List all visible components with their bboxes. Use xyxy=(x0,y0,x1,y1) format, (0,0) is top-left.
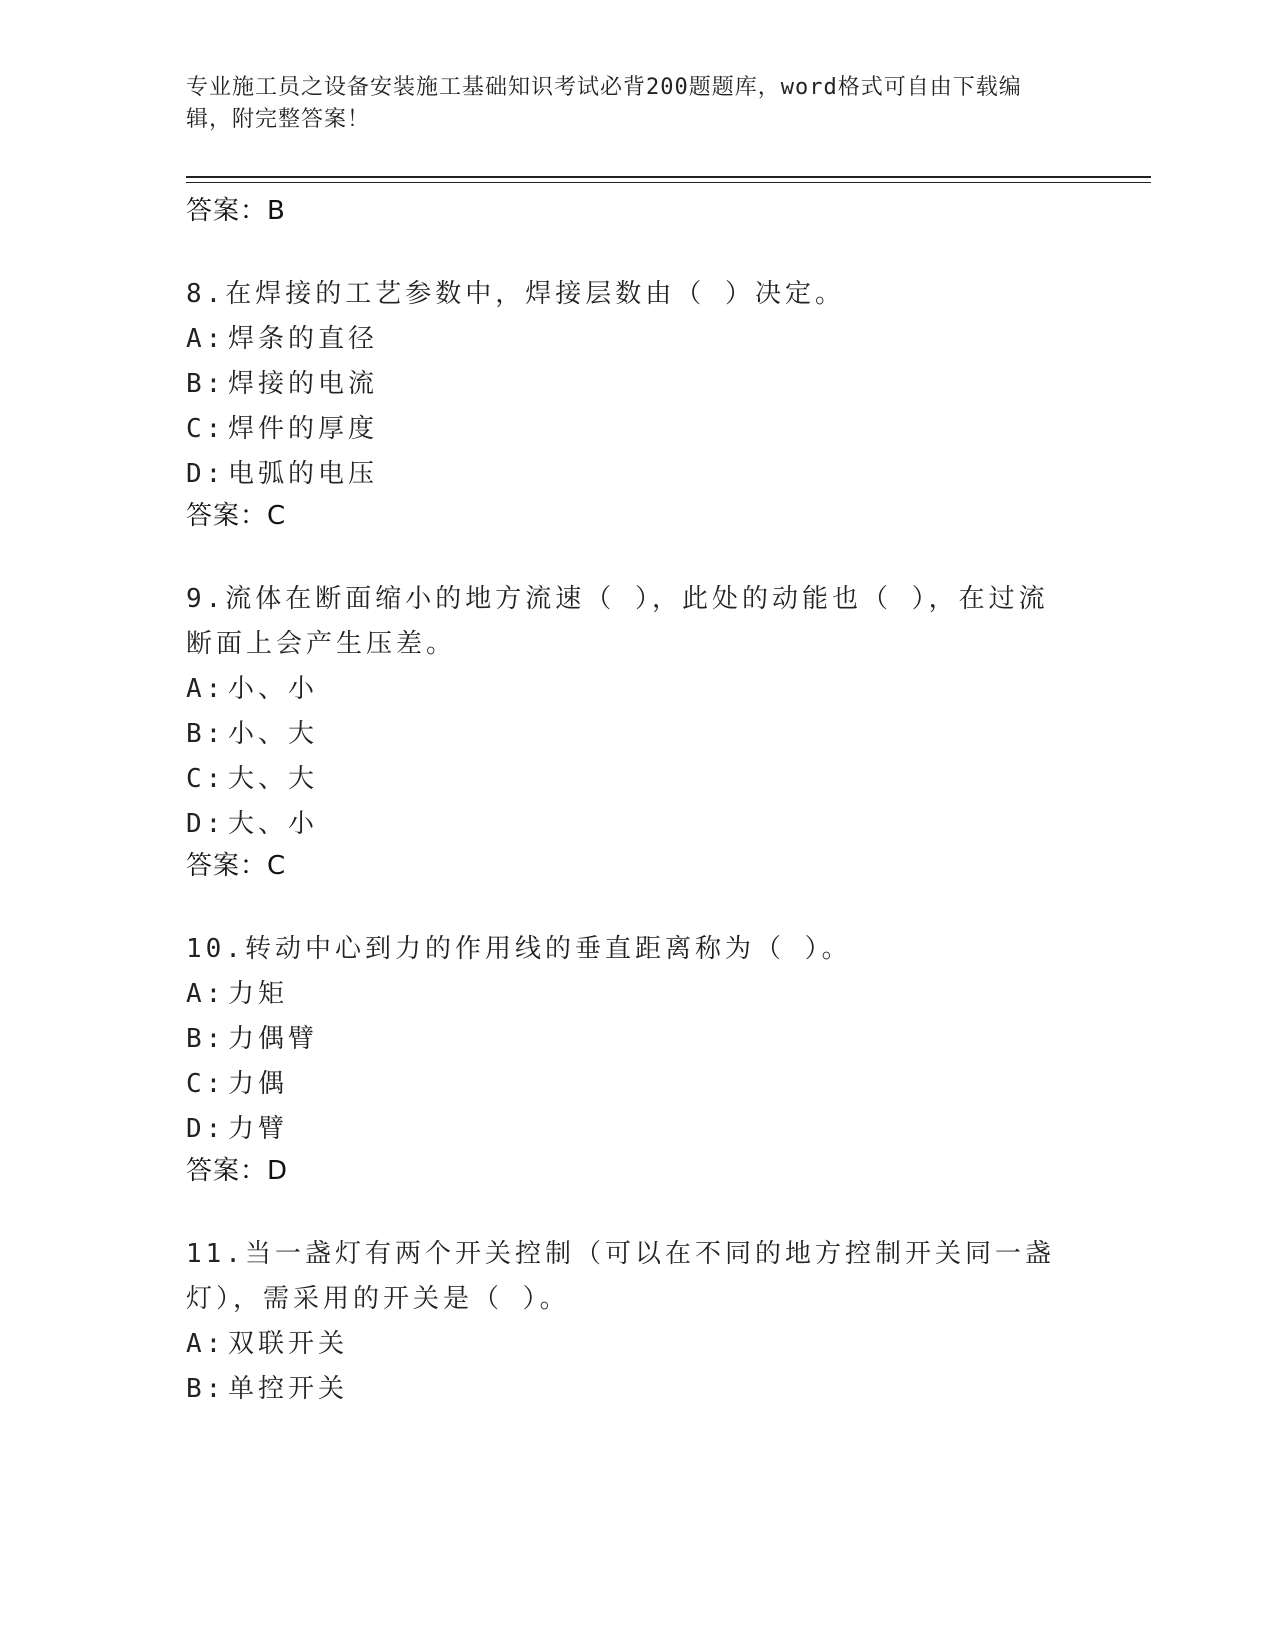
option-b xyxy=(186,1017,1086,1062)
option-key: D: xyxy=(186,459,226,489)
option-b xyxy=(186,362,1086,407)
question-stem: 11.当一盏灯有两个开关控制（可以在不同的地方控制开关同一盏灯），需采用的开关是（ ）。 xyxy=(186,1239,1055,1314)
question-item xyxy=(186,1232,1086,1412)
question-stem: 8.在焊接的工艺参数中，焊接层数由（ ）决定。 xyxy=(186,279,845,309)
option-d xyxy=(186,1107,1086,1152)
option-text: 双联开关 xyxy=(228,1329,349,1359)
option-text: 焊条的直径 xyxy=(228,324,379,354)
header-rule-thick xyxy=(186,176,1151,178)
option-d xyxy=(186,802,1086,847)
option-text: 小、大 xyxy=(228,719,319,749)
option-c xyxy=(186,1062,1086,1107)
option-text: 大、大 xyxy=(228,764,319,794)
option-a xyxy=(186,1322,1086,1367)
question-item xyxy=(186,577,1086,885)
option-text: 力矩 xyxy=(228,979,289,1009)
option-c xyxy=(186,407,1086,452)
option-d xyxy=(186,452,1086,497)
option-text: 小、小 xyxy=(228,674,319,704)
option-key: A: xyxy=(186,1329,226,1359)
option-key: A: xyxy=(186,674,226,704)
option-key: B: xyxy=(186,1374,226,1404)
option-text: 力偶 xyxy=(228,1069,289,1099)
option-a xyxy=(186,317,1086,362)
question-item xyxy=(186,927,1086,1190)
answer-line: 答案：D xyxy=(186,1156,289,1186)
option-text: 电弧的电压 xyxy=(228,459,379,489)
option-b xyxy=(186,1367,1086,1412)
header-rule-thin xyxy=(186,182,1151,183)
option-key: A: xyxy=(186,979,226,1009)
option-key: B: xyxy=(186,719,226,749)
option-text: 力偶臂 xyxy=(228,1024,319,1054)
option-key: C: xyxy=(186,1069,226,1099)
option-key: B: xyxy=(186,1024,226,1054)
option-b xyxy=(186,712,1086,757)
answer-line: 答案：B xyxy=(186,196,286,226)
option-key: C: xyxy=(186,764,226,794)
option-key: D: xyxy=(186,809,226,839)
option-text: 焊接的电流 xyxy=(228,369,379,399)
option-text: 焊件的厚度 xyxy=(228,414,379,444)
document-header: 专业施工员之设备安装施工基础知识考试必背200题题库，word格式可自由下载编辑，附完整答案！ xyxy=(186,75,1022,132)
answer-line: 答案：C xyxy=(186,501,287,531)
option-a xyxy=(186,972,1086,1017)
option-a xyxy=(186,667,1086,712)
question-list xyxy=(186,192,1086,1412)
option-text: 大、小 xyxy=(228,809,319,839)
answer-line: 答案：C xyxy=(186,851,287,881)
option-c xyxy=(186,757,1086,802)
question-stem: 10.转动中心到力的作用线的垂直距离称为（ ）。 xyxy=(186,934,852,964)
option-key: D: xyxy=(186,1114,226,1144)
option-text: 力臂 xyxy=(228,1114,289,1144)
option-text: 单控开关 xyxy=(228,1374,349,1404)
option-key: C: xyxy=(186,414,226,444)
question-item xyxy=(186,272,1086,535)
option-key: B: xyxy=(186,369,226,399)
question-stem: 9.流体在断面缩小的地方流速（ ），此处的动能也（ ），在过流断面上会产生压差。 xyxy=(186,584,1049,659)
option-key: A: xyxy=(186,324,226,354)
